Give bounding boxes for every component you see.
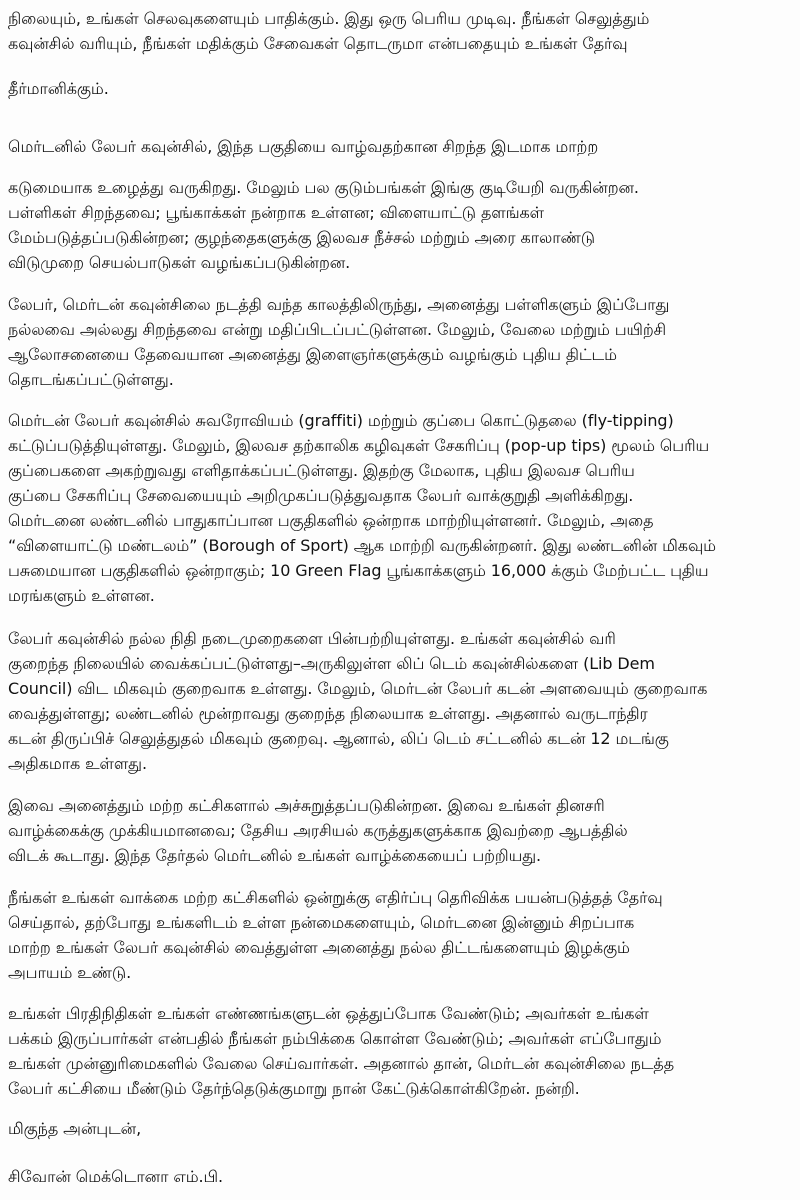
text-line: வைத்துள்ளது; லண்டனில் மூன்றாவது குறைந்த நிலையாக உள்ளது. அதனால் வருடாந்திர: [8, 704, 648, 723]
text-line: உங்கள் பிரதிநிதிகள் உங்கள் எண்ணங்களுடன் ஒத்துப்போக வேண்டும்; அவர்கள் உங்கள்: [8, 1004, 649, 1023]
text-line: லேபர் கட்சியை மீண்டும் தேர்ந்தெடுக்குமாறு நான் கேட்டுக்கொள்கிறேன். நன்றி.: [8, 1079, 580, 1098]
paragraph-3: [8, 134, 598, 159]
text-line: தொடங்கப்பட்டுள்ளது.: [8, 370, 174, 389]
text-line: ஆலோசனையை தேவையான அனைத்து இளைஞர்களுக்கும் வழங்கும் புதிய திட்டம்: [8, 345, 617, 364]
text-line: பள்ளிகள் சிறந்தவை; பூங்காக்கள் நன்றாக உள்ளன; விளையாட்டு தளங்கள்: [8, 203, 545, 222]
text-line: மரங்களும் உள்ளன.: [8, 586, 155, 605]
text-line: விடக் கூடாது. இந்த தேர்தல் மெர்டனில் உங்கள் வாழ்க்கையைப் பற்றியது.: [8, 846, 541, 865]
text-line: நீங்கள் உங்கள் வாக்கை மற்ற கட்சிகளில் ஒன்றுக்கு எதிர்ப்பு தெரிவிக்க பயன்படுத்தத் தேர்வு: [8, 888, 663, 907]
text-line: தீர்மானிக்கும்.: [8, 79, 109, 98]
text-line: நிலையும், உங்கள் செலவுகளையும் பாதிக்கும். இது ஒரு பெரிய முடிவு. நீங்கள் செலுத்தும்: [8, 9, 650, 28]
paragraph-7: [8, 626, 707, 776]
text-line: வாழ்க்கைக்கு முக்கியமானவை; தேசிய அரசியல் கருத்துகளுக்காக இவற்றை ஆபத்தில்: [8, 821, 628, 840]
text-line: இவை அனைத்தும் மற்ற கட்சிகளால் அச்சுறுத்தப்படுகின்றன. இவை உங்கள் தினசரி: [8, 796, 605, 815]
text-line: குப்பை சேகரிப்பு சேவையையும் அறிமுகப்படுத்துவதாக லேபர் வாக்குறுதி அளிக்கிறது.: [8, 486, 634, 505]
text-line: கடுமையாக உழைத்து வருகிறது. மேலும் பல குடும்பங்கள் இங்கு குடியேறி வருகின்றன.: [8, 178, 639, 197]
paragraph-6: [8, 408, 716, 608]
text-line: செய்தால், தற்போது உங்களிடம் உள்ள நன்மைகளையும், மெர்டனை இன்னும் சிறப்பாக: [8, 913, 635, 932]
paragraph-8: [8, 793, 628, 868]
text-line: மெர்டனை லண்டனில் பாதுகாப்பான பகுதிகளில் ஒன்றாக மாற்றியுள்ளனர். மேலும், அதை: [8, 511, 654, 530]
paragraph-1: [8, 6, 649, 56]
text-line: பசுமையான பகுதிகளில் ஒன்றாகும்; 10 Green Flag பூங்காக்களும் 16,000 க்கும் மேற்பட்ட புதிய: [8, 561, 709, 580]
text-line: “விளையாட்டு மண்டலம்” (Borough of Sport) ஆக மாற்றி வருகின்றனர். இது லண்டனின் மிகவும்: [8, 536, 716, 555]
text-line: லேபர், மெர்டன் கவுன்சிலை நடத்தி வந்த காலத்திலிருந்து, அனைத்து பள்ளிகளும் இப்போது: [8, 295, 670, 314]
paragraph-10: [8, 1001, 674, 1101]
text-line: Council) விட மிகவும் குறைவாக உள்ளது. மேலும், மெர்டன் லேபர் கடன் அளவையும் குறைவாக: [8, 679, 708, 698]
text-line: பக்கம் இருப்பார்கள் என்பதில் நீங்கள் நம்பிக்கை கொள்ள வேண்டும்; அவர்கள் எப்போதும்: [8, 1029, 662, 1048]
signature-name: [8, 1164, 223, 1189]
text-line: கட்டுப்படுத்தியுள்ளது. மேலும், இலவச தற்காலிக கழிவுகள் சேகரிப்பு (pop-up tips) மூலம் பெரிய: [8, 436, 710, 455]
text-line: விடுமுறை செயல்பாடுகள் வழங்கப்படுகின்றன.: [8, 253, 351, 272]
paragraph-9: [8, 885, 663, 985]
text-line: மெர்டனில் லேபர் கவுன்சில், இந்த பகுதியை வாழ்வதற்கான சிறந்த இடமாக மாற்ற: [8, 137, 599, 156]
text-line: உங்கள் முன்னுரிமைகளில் வேலை செய்வார்கள். அதனால் தான், மெர்டன் கவுன்சிலை நடத்த: [8, 1054, 675, 1073]
text-line: அபாயம் உண்டு.: [8, 963, 132, 982]
text-line: நல்லவை அல்லது சிறந்தவை என்று மதிப்பிடப்பட்டுள்ளன. மேலும், வேலை மற்றும் பயிற்சி: [8, 320, 667, 339]
text-line: சிவோன் மெக்டொனா எம்.பி.: [8, 1167, 223, 1186]
paragraph-4: [8, 175, 639, 275]
text-line: மேம்படுத்தப்படுகின்றன; குழந்தைகளுக்கு இலவச நீச்சல் மற்றும் அரை காலாண்டு: [8, 228, 595, 247]
text-line: மெர்டன் லேபர் கவுன்சில் சுவரோவியம் (graffiti) மற்றும் குப்பை கொட்டுதலை (fly-tipping): [8, 411, 674, 430]
text-line: லேபர் கவுன்சில் நல்ல நிதி நடைமுறைகளை பின்பற்றியுள்ளது. உங்கள் கவுன்சில் வரி: [8, 629, 616, 648]
text-line: மிகுந்த அன்புடன்,: [8, 1119, 142, 1138]
text-line: அதிகமாக உள்ளது.: [8, 754, 147, 773]
text-line: மாற்ற உங்கள் லேபர் கவுன்சில் வைத்துள்ள அனைத்து நல்ல திட்டங்களையும் இழக்கும்: [8, 938, 630, 957]
text-line: குறைந்த நிலையில் வைக்கப்பட்டுள்ளது–அருகிலுள்ள லிப் டெம் கவுன்சில்களை (Lib Dem: [8, 654, 655, 673]
paragraph-2: [8, 76, 109, 101]
text-line: கடன் திருப்பிச் செலுத்துதல் மிகவும் குறைவு. ஆனால், லிப் டெம் சட்டனில் கடன் 12 மடங்கு: [8, 729, 669, 748]
closing-salutation: [8, 1116, 141, 1141]
text-line: குப்பைகளை அகற்றுவது எளிதாக்கப்பட்டுள்ளது. இதற்கு மேலாக, புதிய இலவச பெரிய: [8, 461, 635, 480]
text-line: கவுன்சில் வரியும், நீங்கள் மதிக்கும் சேவைகள் தொடருமா என்பதையும் உங்கள் தேர்வு: [8, 34, 628, 53]
paragraph-5: [8, 292, 669, 392]
